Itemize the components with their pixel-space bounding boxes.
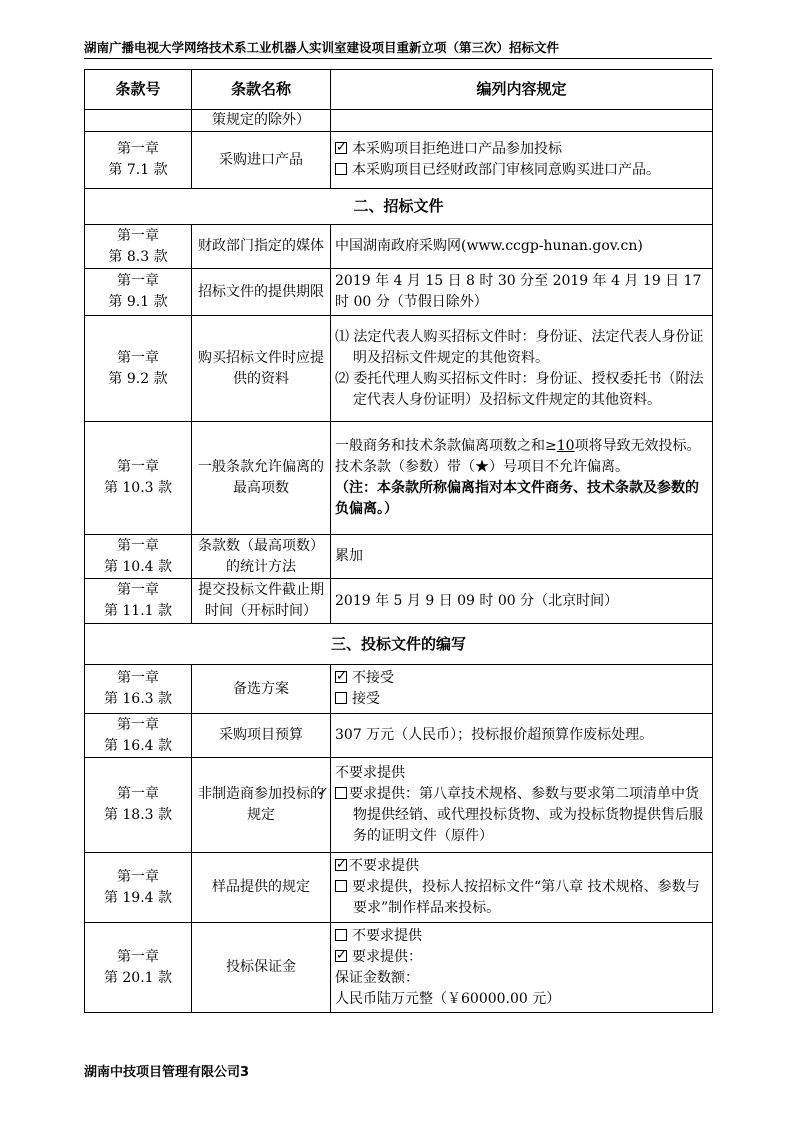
clause-number: 第一章 第 10.4 款 <box>85 535 192 579</box>
table-row <box>85 535 713 579</box>
clause-content: 中国湖南政府采购网(www.ccgp-hunan.gov.cn) <box>331 225 713 269</box>
clause-content: 一般商务和技术条款偏离项数之和≥10项将导致无效投标。 技术条款（参数）带（★）号项目不允许偏离。 （注：本条款所称偏离指对本文件商务、技术条款及参数的负偏离。） <box>331 422 713 535</box>
col-header-clause-name: 条款名称 <box>192 70 331 110</box>
table-row <box>85 853 713 923</box>
clause-content: ✓本采购项目拒绝进口产品参加投标 本采购项目已经财政部门审核同意购买进口产品。 <box>331 132 713 189</box>
clause-name: 财政部门指定的媒体 <box>192 225 331 269</box>
clause-number: 第一章 第 8.3 款 <box>85 225 192 269</box>
clause-number: 第一章 第 7.1 款 <box>85 132 192 189</box>
checked-checkbox-icon <box>335 142 347 154</box>
table-row <box>85 132 713 189</box>
table-row <box>85 923 713 1013</box>
clause-content: 不要求提供 ✓要求提供： 保证金数额： 人民币陆万元整（￥60000.00 元） <box>331 923 713 1013</box>
section-row <box>85 189 713 225</box>
table-row <box>85 758 713 853</box>
clause-content: 2019 年 4 月 15 日 8 时 30 分至 2019 年 4 月 19 日 17 时 00 分（节假日除外） <box>331 269 713 316</box>
clause-name: 采购进口产品 <box>192 132 331 189</box>
clause-name: 备选方案 <box>192 665 331 714</box>
clause-content: ⑴ 法定代表人购买招标文件时：身份证、法定代表人身份证明及招标文件规定的其他资料。 ⑵ 委托代理人购买招标文件时：身份证、授权委托书（附法定代表人身份证明）及招标文件规定的其他资料。 <box>331 316 713 422</box>
clause-number: 第一章 第 20.1 款 <box>85 923 192 1013</box>
col-header-content: 编列内容规定 <box>331 70 713 110</box>
clause-name: 提交投标文件截止期时间（开标时间） <box>192 579 331 624</box>
section-row <box>85 624 713 665</box>
clause-name: 招标文件的提供期限 <box>192 269 331 316</box>
empty-checkbox-icon <box>335 929 347 941</box>
header-rule <box>84 58 712 59</box>
table-row <box>85 269 713 316</box>
clause-name: 一般条款允许偏离的最高项数 <box>192 422 331 535</box>
clause-number: 第一章 第 16.4 款 <box>85 714 192 758</box>
clause-name: 策规定的除外） <box>192 110 331 132</box>
clause-number: 第一章 第 9.1 款 <box>85 269 192 316</box>
table-row <box>85 714 713 758</box>
table-row <box>85 225 713 269</box>
table-row <box>85 422 713 535</box>
clause-content: 307 万元（人民币）；投标报价超预算作废标处理。 <box>331 714 713 758</box>
page-footer: 湖南中技项目管理有限公司3 <box>84 1065 250 1080</box>
table-row <box>85 665 713 714</box>
clause-name: 条款数（最高项数）的统计方法 <box>192 535 331 579</box>
clause-number: 第一章 第 10.3 款 <box>85 422 192 535</box>
clause-number: 第一章 第 11.1 款 <box>85 579 192 624</box>
bid-clause-table <box>84 69 713 1013</box>
page-header: 湖南广播电视大学网络技术系工业机器人实训室建设项目重新立项（第三次）招标文件 <box>84 40 560 55</box>
checked-checkbox-icon <box>335 671 347 683</box>
clause-content: 累加 <box>331 535 713 579</box>
checked-checkbox-icon <box>335 859 347 871</box>
clause-name: 采购项目预算 <box>192 714 331 758</box>
clause-content: 不要求提供 ✓要求提供：第八章技术规格、参数与要求第二项清单中货物提供经销、或代理投标货物、或为投标货物提供售后服务的证明文件（原件） <box>331 758 713 853</box>
section-title: 二、招标文件 <box>85 189 713 225</box>
col-header-clause-no: 条款号 <box>85 70 192 110</box>
section-title: 三、投标文件的编写 <box>85 624 713 665</box>
clause-content: 2019 年 5 月 9 日 09 时 00 分（北京时间） <box>331 579 713 624</box>
clause-number: 第一章 第 16.3 款 <box>85 665 192 714</box>
empty-checkbox-icon <box>335 692 347 704</box>
table-row <box>85 579 713 624</box>
deviation-count: 10 <box>556 438 575 454</box>
clause-name: 购买招标文件时应提供的资料 <box>192 316 331 422</box>
checked-checkbox-icon <box>335 950 347 962</box>
deviation-note: （注：本条款所称偏离指对本文件商务、技术条款及参数的负偏离。） <box>335 480 699 517</box>
empty-checkbox-icon <box>335 880 347 892</box>
clause-content: ✓不要求提供 要求提供，投标人按招标文件“第八章 技术规格、参数与要求”制作样品来投标。 <box>331 853 713 923</box>
clause-number: 第一章 第 9.2 款 <box>85 316 192 422</box>
checked-checkbox-icon <box>335 787 347 799</box>
clause-number: 第一章 第 18.3 款 <box>85 758 192 853</box>
clause-number: 第一章 第 19.4 款 <box>85 853 192 923</box>
table-row <box>85 110 713 132</box>
clause-name: 投标保证金 <box>192 923 331 1013</box>
empty-checkbox-icon <box>335 163 347 175</box>
clause-name: 样品提供的规定 <box>192 853 331 923</box>
clause-name: 非制造商参加投标的规定 <box>192 758 331 853</box>
table-header-row <box>85 70 713 110</box>
table-row <box>85 316 713 422</box>
clause-content: ✓不接受 接受 <box>331 665 713 714</box>
